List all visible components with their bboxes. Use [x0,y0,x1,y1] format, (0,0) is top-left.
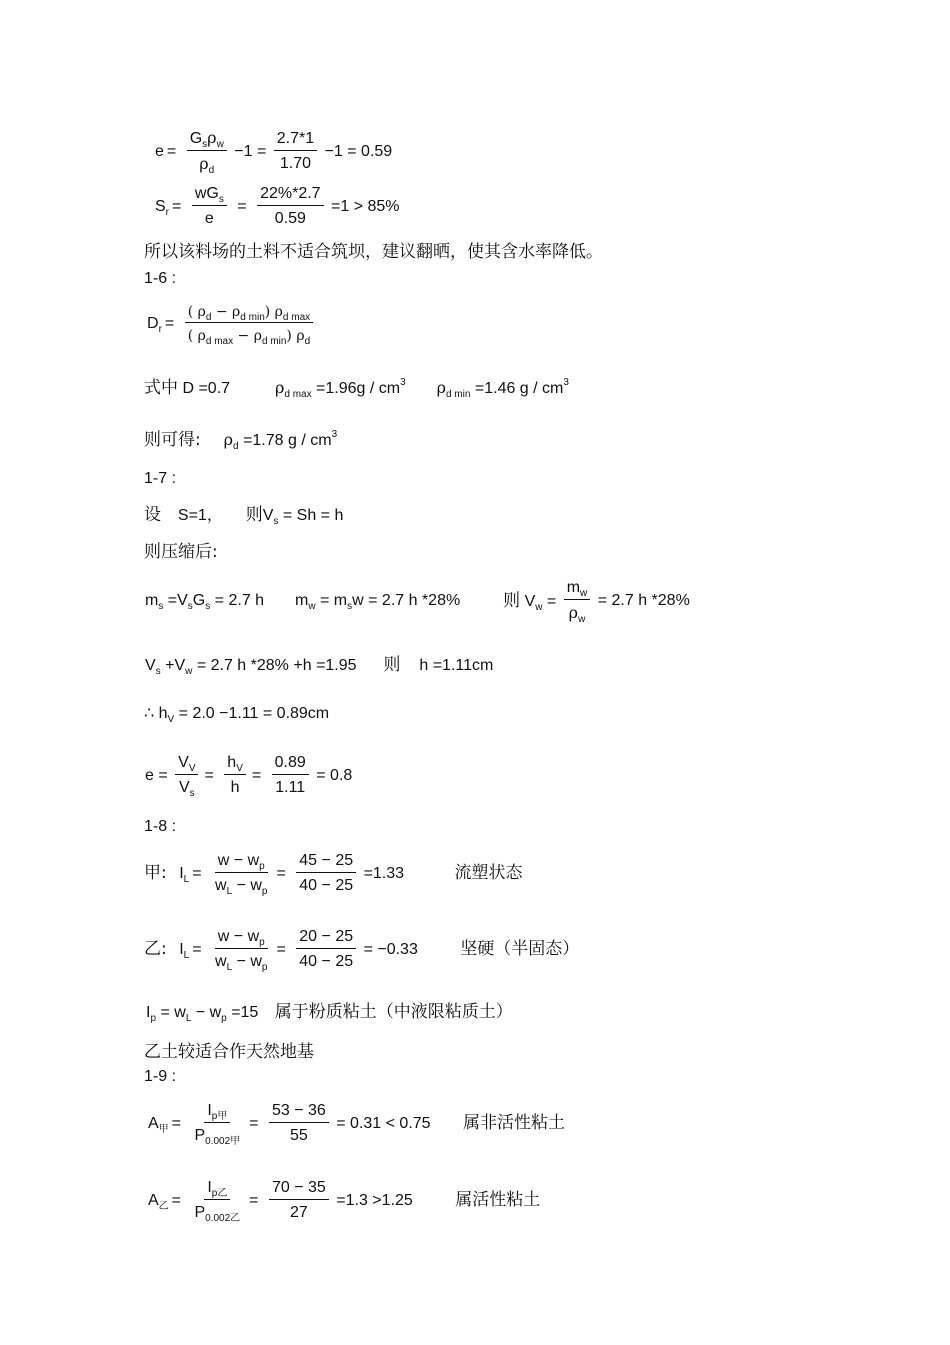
sub: L [183,873,190,885]
sup: 3 [563,377,569,388]
sub: w [580,588,588,599]
result: −1 = 0.59 [324,142,393,160]
numerator: wG [194,185,219,202]
sub: d [233,441,239,452]
numerator: w − w [217,852,260,869]
value: = 2.7 h *28% [196,657,289,674]
sub: s [202,139,208,150]
denominator: 40 − 25 [299,877,354,894]
label: 式中 [144,378,178,398]
sub: r [158,323,162,335]
fraction-num [296,929,356,970]
eq-volume [145,655,494,677]
sub: w [535,601,543,613]
numerator: 20 − 25 [296,929,356,949]
eq: = m [320,592,348,609]
minus-w: − w [232,953,262,970]
sub: w [185,666,193,677]
denominator: 1.11 [275,779,306,796]
sub: r [165,206,170,218]
rho: ρ [436,378,446,397]
fraction-gs-rhow [187,128,227,176]
value: =1.95 [316,657,357,674]
fraction-ip-p [191,1179,243,1224]
v: V [524,592,536,610]
heading-1-9: 1-9 : [144,1068,177,1085]
eq-activity-jia: $A_甲$ = $\frac{I_{p甲}}{P_{0.002甲}}$ = $\frac{53 - 36}{55}$ = 0.31 < 0.75 属非活性粘土 [148,1102,566,1147]
i: I [146,1004,151,1021]
dr-value: D =0.7 [182,380,231,397]
p: P [194,1204,206,1221]
fraction-num [269,1180,329,1221]
m: m [566,579,581,596]
then: 则 [245,505,263,525]
fraction-wgs [192,186,227,227]
fraction-hv-h [224,755,246,796]
v: V [178,779,190,796]
sub: s [347,601,353,612]
minus-w: − w [232,877,262,894]
denominator: 0.59 [274,210,306,227]
heading-1-7: 1-7 : [144,470,177,487]
eq-yi: 乙: $I_L$ = $\frac{w - w_p}{w_L - w_p}$ = $\frac{20 - 25}{40 - 25}$ = −0.33 坚硬（半固态） [144,928,580,973]
fraction-num [296,853,356,894]
after-compression: 则压缩后: [144,542,218,562]
sub: s [273,516,279,527]
rho: ρ [199,154,209,173]
p: P [194,1127,206,1144]
rho: ρ [274,378,285,397]
sub: w [578,614,586,625]
eq: =V [167,592,188,609]
s-value: S=1， [177,507,223,524]
eq: = [546,592,557,610]
sub: s [155,666,161,677]
sub: L [226,962,233,973]
conclusion-text-1: 所以该料场的土料不适合筑坝，建议翻晒，使其含水率降低。 [144,242,603,262]
fraction-mw-rhow [564,579,591,625]
h: h [227,754,237,771]
fraction-vv-vs [175,754,198,799]
a: A [148,1191,159,1209]
equation: = Sh = h [282,507,344,524]
state: 流塑状态 [454,863,523,883]
g: G [192,592,206,609]
sub: d [304,336,311,347]
note: 属于粉质粘土（中液限粘质土） [274,1002,513,1022]
then: 则 [383,655,401,675]
eq-relative-density: $D_r$ = $\frac{( \rho_d - \rho_{d min}) \rho_{d max}}{( \rho_{d max} - \rho_{d min}) \rho_d}$ [147,304,316,343]
sub: 0.002甲 [205,1136,241,1147]
close: ) ρ [264,304,283,320]
numerator: 22%*2.7 [257,186,324,206]
label: 则可得: [144,430,201,450]
conclusion-text-2: 乙土较适合作天然地基 [144,1042,314,1062]
a: A [148,1114,159,1132]
then: 则 [503,590,521,611]
sub: d min [445,389,471,400]
label: 设 [144,505,161,525]
value: =15 [231,1004,259,1021]
sub: d min [261,336,287,347]
i: I [207,1179,212,1196]
denominator: e [204,210,214,227]
rho-dmax-value: =1.96g / cm [316,380,401,397]
sub: d max [284,389,312,400]
numerator: w − w [217,928,260,945]
h: ∴ h [144,705,168,722]
result: = 0.8 [316,766,353,784]
plus: +V [165,657,186,674]
numerator: ( ρ [187,304,206,320]
rho: ρ [568,603,579,622]
note: 属活性粘土 [455,1190,541,1210]
note: 属非活性粘土 [463,1113,566,1133]
sub: p [261,962,268,973]
symbol-e: e [155,142,164,160]
m: m [145,592,159,609]
state: 坚硬（半固态） [460,939,580,959]
h: h [230,779,240,796]
symbol-s: S [155,197,166,215]
sub: 乙 [158,1200,169,1212]
sub: d max [282,312,311,323]
sub: L [183,949,190,961]
eq-activity-yi: $A_乙$ = $\frac{I_{p乙}}{P_{0.002乙}}$ = $\frac{70 - 35}{27}$ =1.3 >1.25 属活性粘土 [148,1179,541,1224]
h-value: h =1.11cm [419,657,494,674]
given-values [144,377,569,400]
fraction-il [212,852,270,897]
v: V [145,657,156,674]
heading-1-6: 1-6 : [144,270,177,287]
eq-mass [145,579,690,625]
fraction-num [269,1103,329,1144]
eq-e-final: e = $\frac{V_V}{V_s}$ = $\frac{h_V}{h}$ = $\frac{0.89}{1.11}$ = 0.8 [145,754,353,799]
result: =1.3 >1.25 [336,1191,413,1209]
result-1-6 [144,429,338,452]
eq-ip [146,1002,513,1024]
rho-dmin-value: =1.46 g / cm [474,380,564,397]
result: =1.33 [363,864,405,882]
plus-h: +h [293,657,312,674]
sub: s [189,788,195,799]
m: m [294,592,309,609]
setup-line [144,505,344,527]
sub: V [167,714,175,725]
sub: V [236,763,243,774]
numerator: 45 − 25 [296,853,356,873]
eq-void-ratio: e = $\frac{G_s\rho_w}{\rho_d}$ −1 = $\frac{2.7*1}{1.70}$ −1 = 0.59 [155,128,393,176]
v: V [262,507,274,524]
sub: p乙 [211,1188,228,1199]
sub: d [208,165,215,176]
i: I [179,940,184,958]
sub: s [218,194,224,205]
sub: s [187,601,193,612]
i: I [179,864,184,882]
numerator: 0.89 [272,755,309,775]
sub: p甲 [211,1111,228,1122]
fraction-ip-p [191,1102,243,1147]
value: =1.78 g / cm [243,432,332,449]
sub: p [150,1013,157,1024]
sub: p [259,861,265,872]
fraction-num [274,131,317,172]
numerator: 53 − 36 [269,1103,329,1123]
fraction-il [212,928,270,973]
denominator: 1.70 [279,155,311,172]
w: w [215,953,227,970]
sub: w [308,601,316,612]
sub: L [226,886,233,897]
sup: 3 [400,377,406,388]
sub: d max [205,336,234,347]
sub: d [205,312,212,323]
denominator: 40 − 25 [299,953,354,970]
fraction-num [272,755,309,796]
lhs: e = [145,766,168,784]
sub: 0.002乙 [205,1213,241,1224]
sup: 3 [331,429,338,440]
result: = 0.31 < 0.75 [336,1114,431,1132]
label: 乙: [144,939,167,959]
sub: p [221,1013,227,1024]
open: ( ρ [187,328,206,344]
value: = 2.7 h *28% [597,592,690,609]
eq-hv [144,705,330,725]
sub: 甲 [158,1123,169,1135]
minus: − ρ [211,304,241,320]
denominator: 55 [289,1127,308,1144]
symbol-d: D [147,314,159,332]
result: = −0.33 [363,940,418,958]
sub: s [158,601,164,612]
heading-1-8: 1-8 : [144,818,177,835]
minus: − ρ [233,328,262,344]
value: w = 2.7 h *28% [352,592,461,609]
sub: V [188,763,196,774]
i: I [207,1102,212,1119]
close: ) ρ [286,328,305,344]
G: G [189,130,203,147]
rho: ρ [223,430,234,449]
minus: − w [195,1004,222,1021]
eq: = w [160,1004,186,1021]
w: w [215,877,227,894]
sub: p [261,886,268,897]
sub: L [185,1013,192,1024]
sub: p [259,937,265,948]
sub: w [216,139,224,150]
minus-one: −1 = [234,142,267,160]
denominator: 27 [289,1204,308,1221]
fraction-dr [185,304,313,347]
sub: s [205,601,211,612]
eq-saturation: $S_r$ = $\frac{wG_s}{e}$ = $\frac{22\%*2.7}{0.59}$ =1 > 85% [155,185,400,227]
value: = 2.0 −1.11 = 0.89cm [178,705,330,722]
numerator: 70 − 35 [269,1180,329,1200]
rho: ρ [207,128,217,147]
result: =1 > 85% [331,197,400,215]
label: 甲: [144,863,167,883]
fraction-num [257,186,324,227]
eq-jia: 甲: $I_L$ = $\frac{w - w_p}{w_L - w_p}$ = $\frac{45 - 25}{40 - 25}$ =1.33 流塑状态 [144,852,523,897]
v: V [178,754,189,771]
value: = 2.7 h [214,592,265,609]
sub: d min [240,312,265,323]
numerator: 2.7*1 [274,131,317,151]
